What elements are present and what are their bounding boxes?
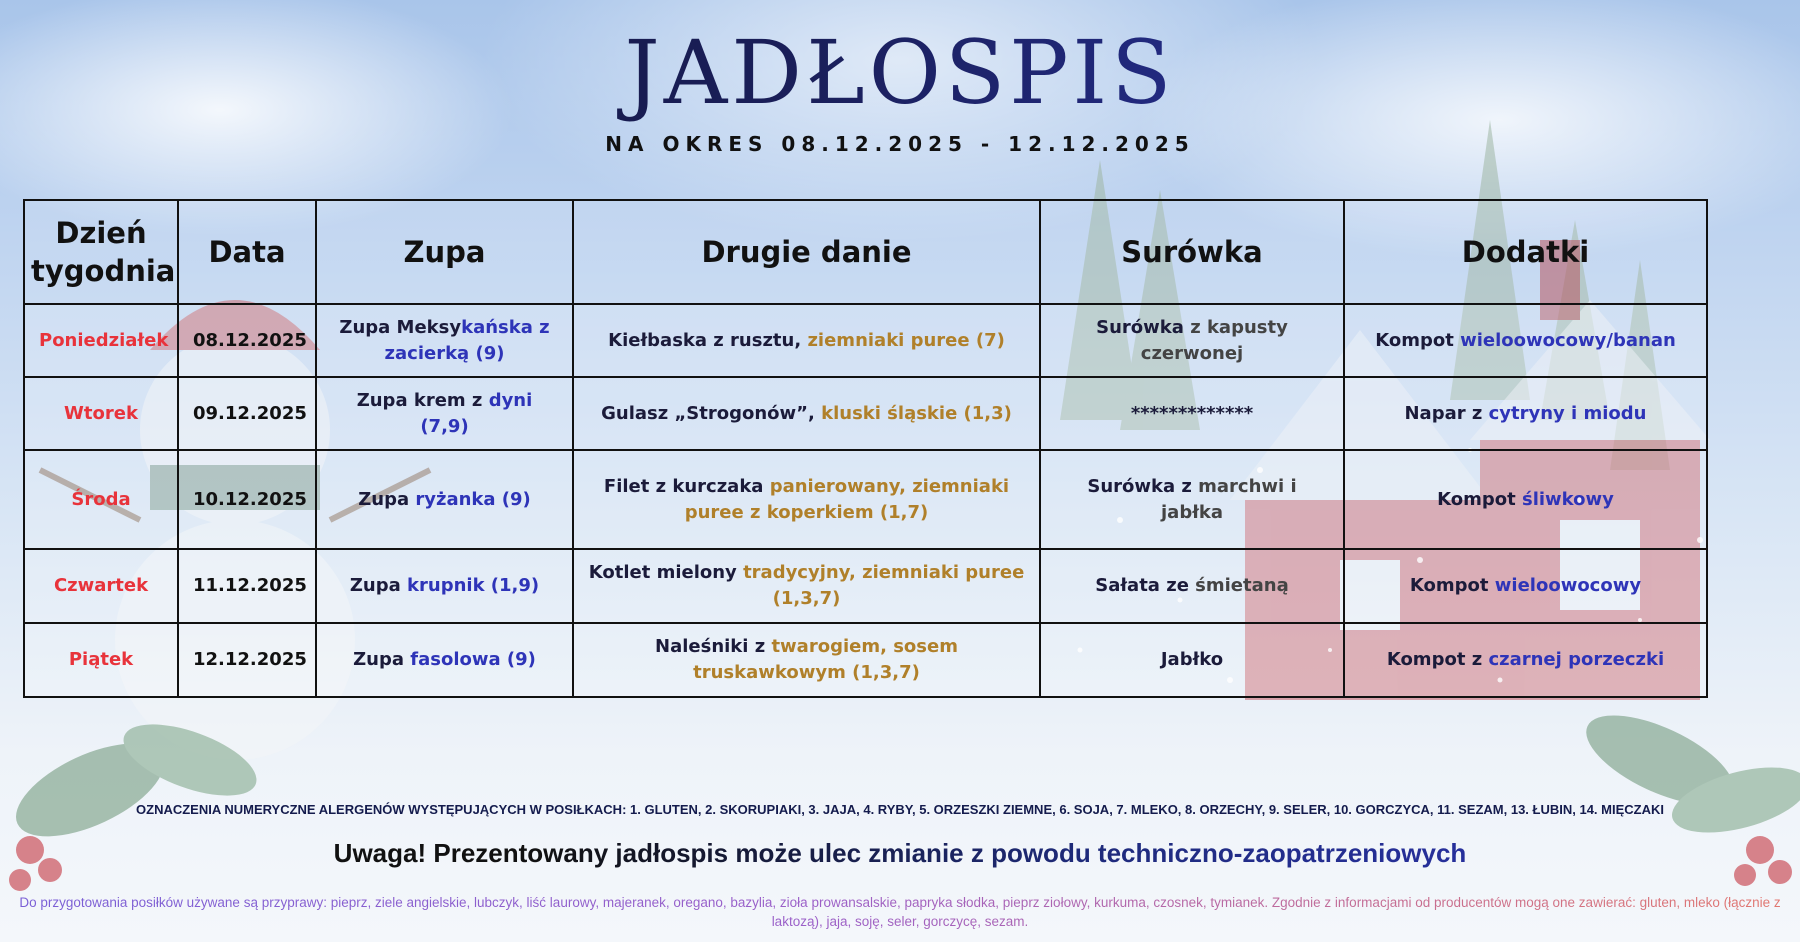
soup-cell bbox=[316, 450, 573, 549]
date-cell: 10.12.2025 bbox=[178, 450, 316, 549]
table-row bbox=[24, 623, 1707, 697]
extras-text-accent: śliwkowy bbox=[1521, 488, 1614, 510]
extras-text: Kompot bbox=[1375, 329, 1461, 351]
soup-text: Zupa Meksy bbox=[339, 316, 462, 338]
day-cell: Wtorek bbox=[24, 377, 178, 450]
main-dish-text: Kotlet mielony bbox=[588, 562, 744, 583]
main-dish-cell bbox=[573, 623, 1040, 697]
table-row bbox=[24, 304, 1707, 377]
soup-text-accent: krupnik (1,9) bbox=[407, 575, 540, 596]
extras-cell bbox=[1344, 549, 1707, 623]
main-dish-text-accent: panierowany, ziemniaki puree z koperkiem (1,7) bbox=[684, 475, 1010, 523]
soup-cell bbox=[316, 623, 573, 697]
day-cell: Czwartek bbox=[24, 549, 178, 623]
extras-text: Kompot bbox=[1409, 575, 1495, 596]
date-cell: 12.12.2025 bbox=[178, 623, 316, 697]
extras-cell bbox=[1344, 623, 1707, 697]
salad-text: Sałata ze bbox=[1095, 575, 1196, 596]
column-header-date: Data bbox=[178, 200, 316, 304]
salad-cell bbox=[1040, 623, 1344, 697]
salad-text: Surówka z bbox=[1087, 475, 1199, 497]
main-dish-cell bbox=[573, 450, 1040, 549]
table-header-row bbox=[24, 200, 1707, 304]
salad-text: ************* bbox=[1130, 402, 1254, 424]
table-row bbox=[24, 377, 1707, 450]
extras-cell bbox=[1344, 450, 1707, 549]
change-warning: Uwaga! Prezentowany jadłospis może ulec zmianie z powodu techniczno-zaopatrzeniowych bbox=[0, 838, 1800, 869]
soup-text-accent: dyni (7,9) bbox=[420, 389, 533, 437]
salad-cell bbox=[1040, 549, 1344, 623]
main-dish-text-accent: kluski śląskie (1,3) bbox=[821, 402, 1012, 424]
soup-text: Zupa krem z bbox=[356, 389, 489, 411]
table-row bbox=[24, 450, 1707, 549]
soup-cell bbox=[316, 377, 573, 450]
date-cell: 08.12.2025 bbox=[178, 304, 316, 377]
menu-table bbox=[23, 199, 1708, 698]
extras-text: Napar z bbox=[1404, 402, 1489, 424]
main-dish-text-accent: ziemniaki puree (7) bbox=[807, 329, 1005, 351]
salad-cell bbox=[1040, 304, 1344, 377]
extras-text-accent: czarnej porzeczki bbox=[1488, 649, 1665, 670]
column-header-soup: Zupa bbox=[316, 200, 573, 304]
salad-text: Surówka bbox=[1096, 316, 1191, 338]
main-dish-text: Gulasz „Strogonów”, bbox=[601, 402, 822, 424]
column-header-day: Dzień tygodnia bbox=[24, 200, 178, 304]
main-dish-text: Kiełbaska z rusztu, bbox=[608, 329, 808, 351]
day-cell: Poniedziałek bbox=[24, 304, 178, 377]
extras-text: Kompot bbox=[1437, 488, 1522, 510]
main-dish-cell bbox=[573, 549, 1040, 623]
page-title: JADŁOSPIS bbox=[0, 18, 1800, 128]
extras-text-accent: wieloowocowy bbox=[1494, 575, 1642, 596]
main-dish-text-accent: twarogiem, sosem truskawkowym (1,3,7) bbox=[693, 636, 958, 683]
table-row bbox=[24, 549, 1707, 623]
main-dish-text: Naleśniki z bbox=[655, 636, 772, 657]
salad-cell bbox=[1040, 377, 1344, 450]
column-header-main: Drugie danie bbox=[573, 200, 1040, 304]
salad-text-accent: z kapusty czerwonej bbox=[1140, 316, 1288, 364]
soup-text-accent: kańska z zacierką (9) bbox=[384, 316, 550, 364]
salad-text: Jabłko bbox=[1160, 649, 1224, 670]
allergen-legend: OZNACZENIA NUMERYCZNE ALERGENÓW WYSTĘPUJĄCYCH W POSIŁKACH: 1. GLUTEN, 2. SKORUPIAKI, 3. JAJA, 4. RYBY, 5. ORZESZKI ZIEMNE, 6. SOJA, 7. MLEKO, 8. ORZECHY, 9. SELER, 10. GORCZYCA, 11. SEZAM, 13. ŁUBIN, 14. MIĘCZAKI bbox=[136, 802, 1664, 817]
soup-text: Zupa bbox=[358, 488, 416, 510]
soup-cell bbox=[316, 549, 573, 623]
main-dish-cell bbox=[573, 377, 1040, 450]
extras-cell bbox=[1344, 377, 1707, 450]
salad-cell bbox=[1040, 450, 1344, 549]
column-header-extras: Dodatki bbox=[1344, 200, 1707, 304]
soup-text-accent: ryżanka (9) bbox=[415, 488, 531, 510]
day-cell: Środa bbox=[24, 450, 178, 549]
extras-text: Kompot z bbox=[1386, 649, 1489, 670]
soup-cell bbox=[316, 304, 573, 377]
soup-text: Zupa bbox=[349, 575, 408, 596]
day-cell: Piątek bbox=[24, 623, 178, 697]
column-header-salad: Surówka bbox=[1040, 200, 1344, 304]
date-range-subtitle: NA OKRES 08.12.2025 - 12.12.2025 bbox=[605, 132, 1195, 156]
soup-text-accent: fasolowa (9) bbox=[410, 649, 536, 670]
salad-text-accent: śmietaną bbox=[1195, 575, 1289, 596]
spices-note: Do przygotowania posiłków używane są przyprawy: pieprz, ziele angielskie, lubczyk, liść laurowy, majeranek, oregano, bazylia, zioła prowansalskie, papryka słodka, pieprz ziołowy, kurkuma, czosnek, tymianek. Zgodnie z informacjami od producentów mogą one zawierać: gluten, mleko (łącznie z laktozą), jaja, soję, seler, gorczycę, sezam. bbox=[14, 893, 1786, 931]
soup-text: Zupa bbox=[353, 649, 411, 670]
extras-cell bbox=[1344, 304, 1707, 377]
main-dish-text: Filet z kurczaka bbox=[603, 475, 770, 497]
salad-text-accent: marchwi i jabłka bbox=[1161, 475, 1297, 523]
main-dish-text-accent: tradycyjny, ziemniaki puree (1,3,7) bbox=[743, 562, 1025, 609]
main-dish-cell bbox=[573, 304, 1040, 377]
extras-text-accent: cytryny i miodu bbox=[1488, 402, 1647, 424]
extras-text-accent: wieloowocowy/banan bbox=[1460, 329, 1676, 351]
date-cell: 09.12.2025 bbox=[178, 377, 316, 450]
date-cell: 11.12.2025 bbox=[178, 549, 316, 623]
